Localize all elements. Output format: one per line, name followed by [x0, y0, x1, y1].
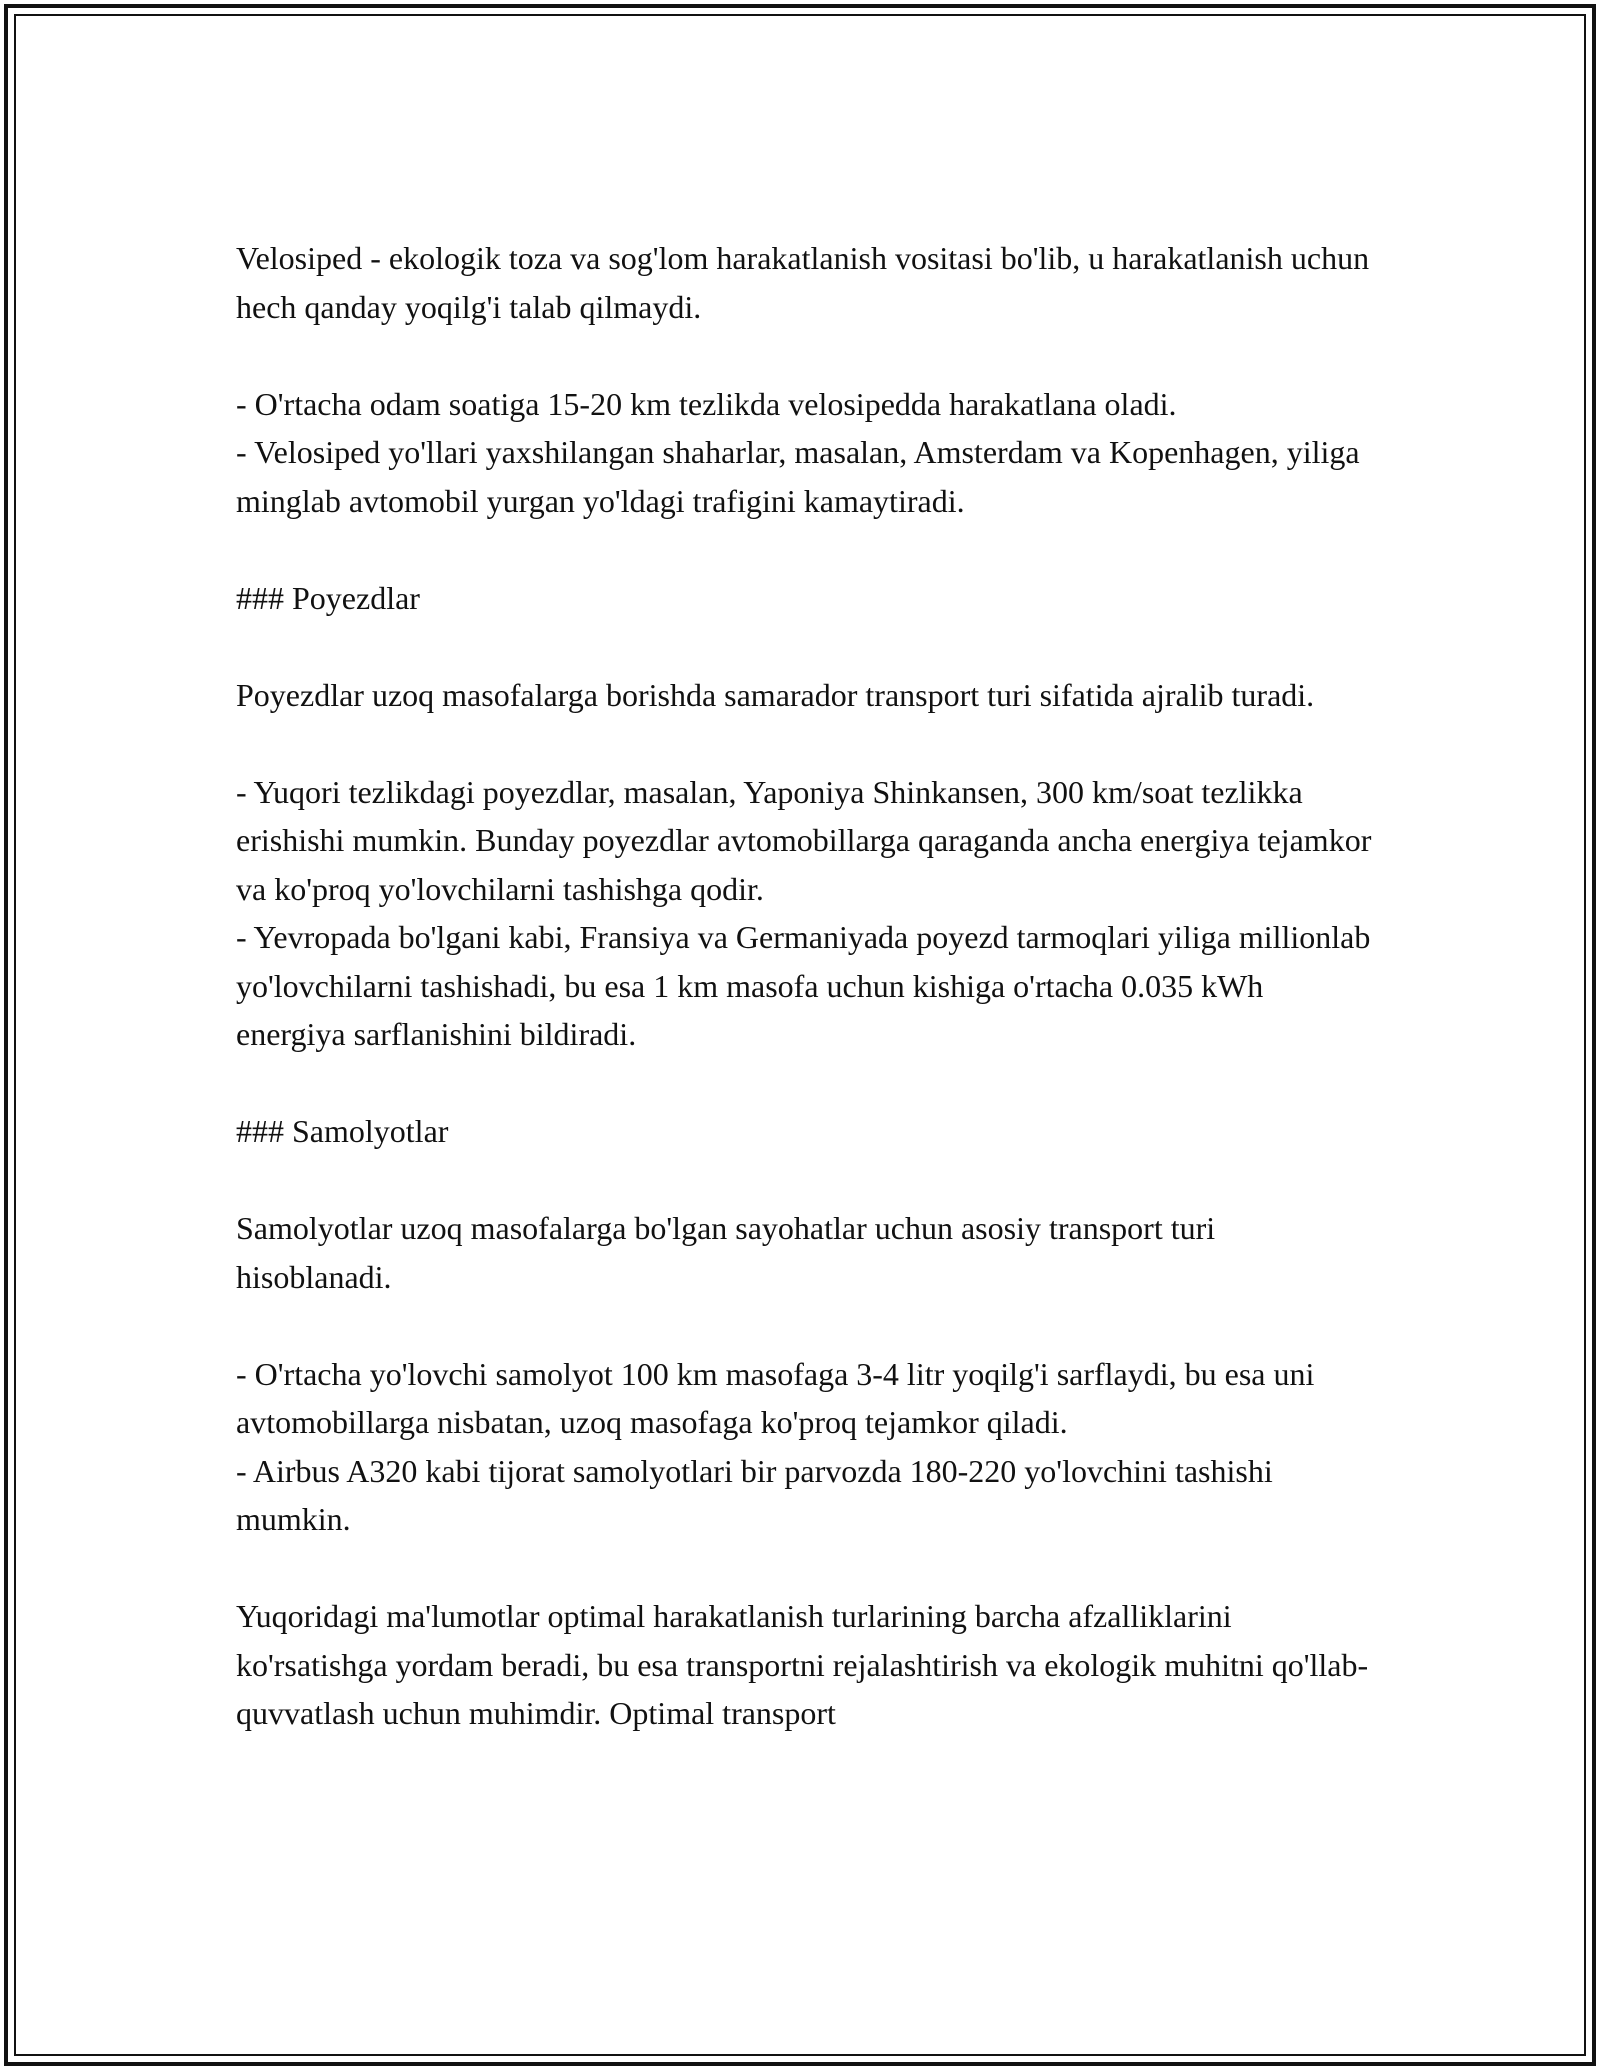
list-item: - Yuqori tezlikdagi poyezdlar, masalan, Yaponiya Shinkansen, 300 km/soat tezlikka erishishi mumkin. Bunday poyezdlar avtomobillarga qaraganda ancha energiya tejamkor va ko'proq yo'lovchilarni tashishga qodir. [236, 773, 1372, 907]
spacer [236, 622, 1376, 671]
paragraph-conclusion: Yuqoridagi ma'lumotlar optimal harakatlanish turlarining barcha afzalliklarini ko'rsatishga yordam beradi, bu esa transportni rejalashtirish va ekologik muhitni qo'llab-quvvatlash uchun muhimdir. Optimal transport [236, 1598, 1369, 1731]
spacer [236, 331, 1376, 380]
spacer [236, 1156, 1376, 1205]
paragraph-poyezdlar: Poyezdlar uzoq masofalarga borishda samarador transport turi sifatida ajralib turadi. [236, 676, 1315, 713]
section-heading-samolyotlar: ### Samolyotlar [236, 1113, 449, 1149]
section-heading-poyezdlar: ### Poyezdlar [236, 579, 420, 616]
list-item: - O'rtacha yo'lovchi samolyot 100 km masofaga 3-4 litr yoqilg'i sarflaydi, bu esa uni avtomobillarga nisbatan, uzoq masofaga ko'proq tejamkor qiladi. [236, 1355, 1315, 1440]
list-item: - Velosiped yo'llari yaxshilangan shaharlar, masalan, Amsterdam va Kopenhagen, yiliga minglab avtomobil yurgan yo'ldagi trafigini kamaytiradi. [236, 434, 1360, 519]
paragraph-velosiped: Velosiped - ekologik toza va sog'lom harakatlanish vositasi bo'lib, u harakatlanish uchun hech qanday yoqilg'i talab qilmaydi. [236, 240, 1370, 325]
spacer [236, 719, 1376, 768]
spacer [236, 1059, 1376, 1108]
list-item: - Yevropada bo'lgani kabi, Fransiya va Germaniyada poyezd tarmoqlari yiliga millionlab yo'lovchilarni tashishadi, bu esa 1 km masofa uchun kishiga o'rtacha 0.035 kWh energiya sarflanishini bildiradi. [236, 919, 1371, 1052]
spacer [236, 1301, 1376, 1350]
list-item: - Airbus A320 kabi tijorat samolyotlari bir parvozda 180-220 yo'lovchini tashishi mumkin. [236, 1452, 1273, 1537]
paragraph-samolyotlar: Samolyotlar uzoq masofalarga bo'lgan sayohatlar uchun asosiy transport turi hisoblanadi. [236, 1210, 1216, 1295]
document-body [236, 234, 1376, 1738]
spacer [236, 525, 1376, 574]
list-item: - O'rtacha odam soatiga 15-20 km tezlikda velosipedda harakatlana oladi. [236, 385, 1177, 422]
spacer [236, 1544, 1376, 1593]
